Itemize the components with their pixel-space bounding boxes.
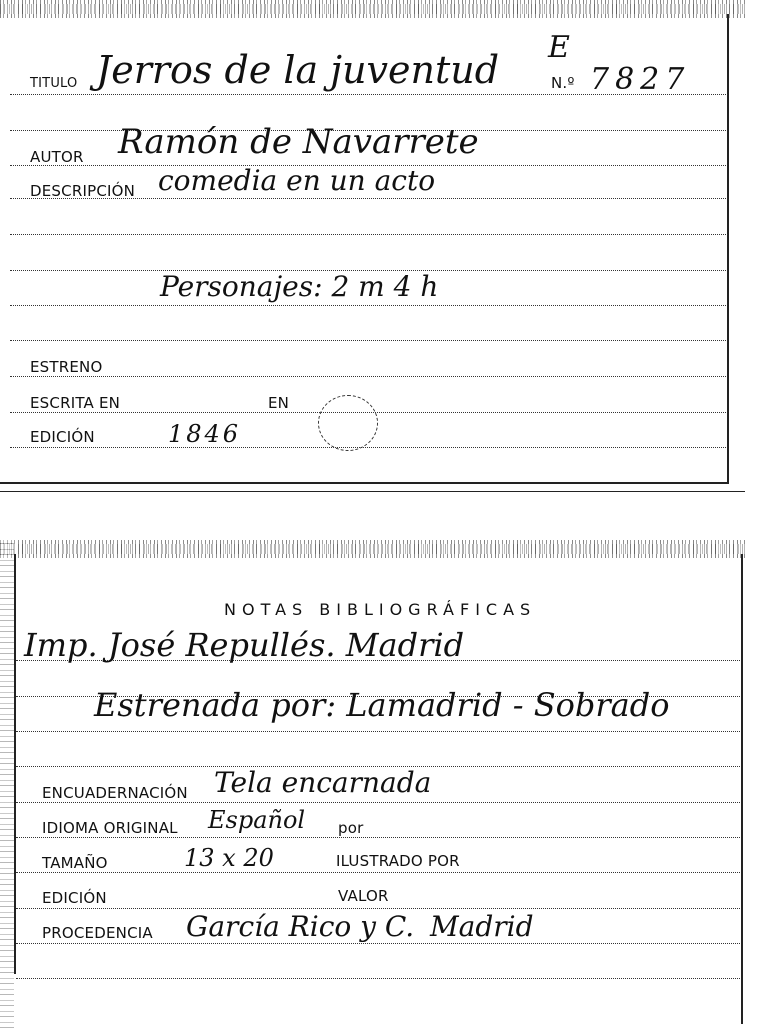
card-bottom-line bbox=[0, 482, 729, 484]
label-ilustrado: ILUSTRADO POR bbox=[336, 852, 460, 870]
catalog-card-top bbox=[0, 0, 745, 492]
scan-noise-top-2 bbox=[0, 4, 745, 14]
label-numero: N.º bbox=[551, 74, 575, 92]
handwritten-imprenta: Imp. José Repullés. Madrid bbox=[24, 626, 465, 664]
ruled-line bbox=[16, 731, 740, 732]
value-numero: 7827 bbox=[590, 62, 691, 97]
value-descripcion: comedia en un acto bbox=[158, 164, 436, 197]
heading-notas: NOTAS BIBLIOGRÁFICAS bbox=[224, 600, 537, 619]
value-personajes: Personajes: 2 m 4 h bbox=[160, 270, 439, 303]
value-encuadernacion: Tela encarnada bbox=[214, 766, 432, 799]
label-idioma: IDIOMA ORIGINAL bbox=[42, 819, 178, 837]
catalog-card-bottom bbox=[0, 540, 745, 1028]
label-edicion-bottom: EDICIÓN bbox=[42, 889, 107, 907]
card-border-right bbox=[741, 554, 743, 1024]
label-valor: VALOR bbox=[338, 887, 389, 905]
ruled-line bbox=[10, 305, 726, 306]
ruled-line bbox=[16, 872, 740, 873]
handwritten-estrenada: Estrenada por: Lamadrid - Sobrado bbox=[94, 686, 670, 724]
label-en: EN bbox=[268, 394, 290, 412]
ruled-line bbox=[16, 908, 740, 909]
value-procedencia: García Rico y C. bbox=[186, 910, 415, 943]
card-edge-line bbox=[0, 491, 745, 492]
value-autor: Ramón de Navarrete bbox=[118, 122, 479, 162]
value-letter-mark: E bbox=[548, 30, 570, 65]
label-edicion-top: EDICIÓN bbox=[30, 428, 95, 446]
label-encuadernacion: ENCUADERNACIÓN bbox=[42, 784, 188, 802]
label-procedencia: PROCEDENCIA bbox=[42, 924, 153, 942]
label-escrita-en: ESCRITA EN bbox=[30, 394, 121, 412]
value-tamano: 13 x 20 bbox=[184, 844, 274, 872]
value-procedencia-lugar: Madrid bbox=[430, 910, 534, 943]
scan-noise-top-2 bbox=[0, 544, 745, 554]
ruled-line bbox=[10, 340, 726, 341]
card-border-right bbox=[727, 14, 729, 484]
label-descripcion: DESCRIPCIÓN bbox=[30, 182, 136, 200]
ruled-line bbox=[16, 837, 740, 838]
value-titulo: Jerros de la juventud bbox=[96, 48, 500, 92]
value-idioma: Español bbox=[208, 806, 306, 834]
label-por: por bbox=[338, 819, 364, 837]
value-edicion-top: 1846 bbox=[168, 420, 242, 448]
ruled-line bbox=[16, 943, 740, 944]
card-border-left bbox=[14, 554, 16, 974]
stamp-circle bbox=[318, 395, 378, 451]
ruled-line bbox=[10, 447, 726, 448]
label-tamano: TAMAÑO bbox=[42, 854, 108, 872]
ruled-line bbox=[16, 802, 740, 803]
label-titulo: TITULO bbox=[30, 76, 78, 91]
label-autor: AUTOR bbox=[30, 148, 84, 166]
label-estreno: ESTRENO bbox=[30, 358, 103, 376]
ruled-line bbox=[10, 234, 726, 235]
scan-noise-left bbox=[0, 540, 14, 1028]
ruled-line bbox=[10, 376, 726, 377]
ruled-line bbox=[16, 978, 740, 979]
